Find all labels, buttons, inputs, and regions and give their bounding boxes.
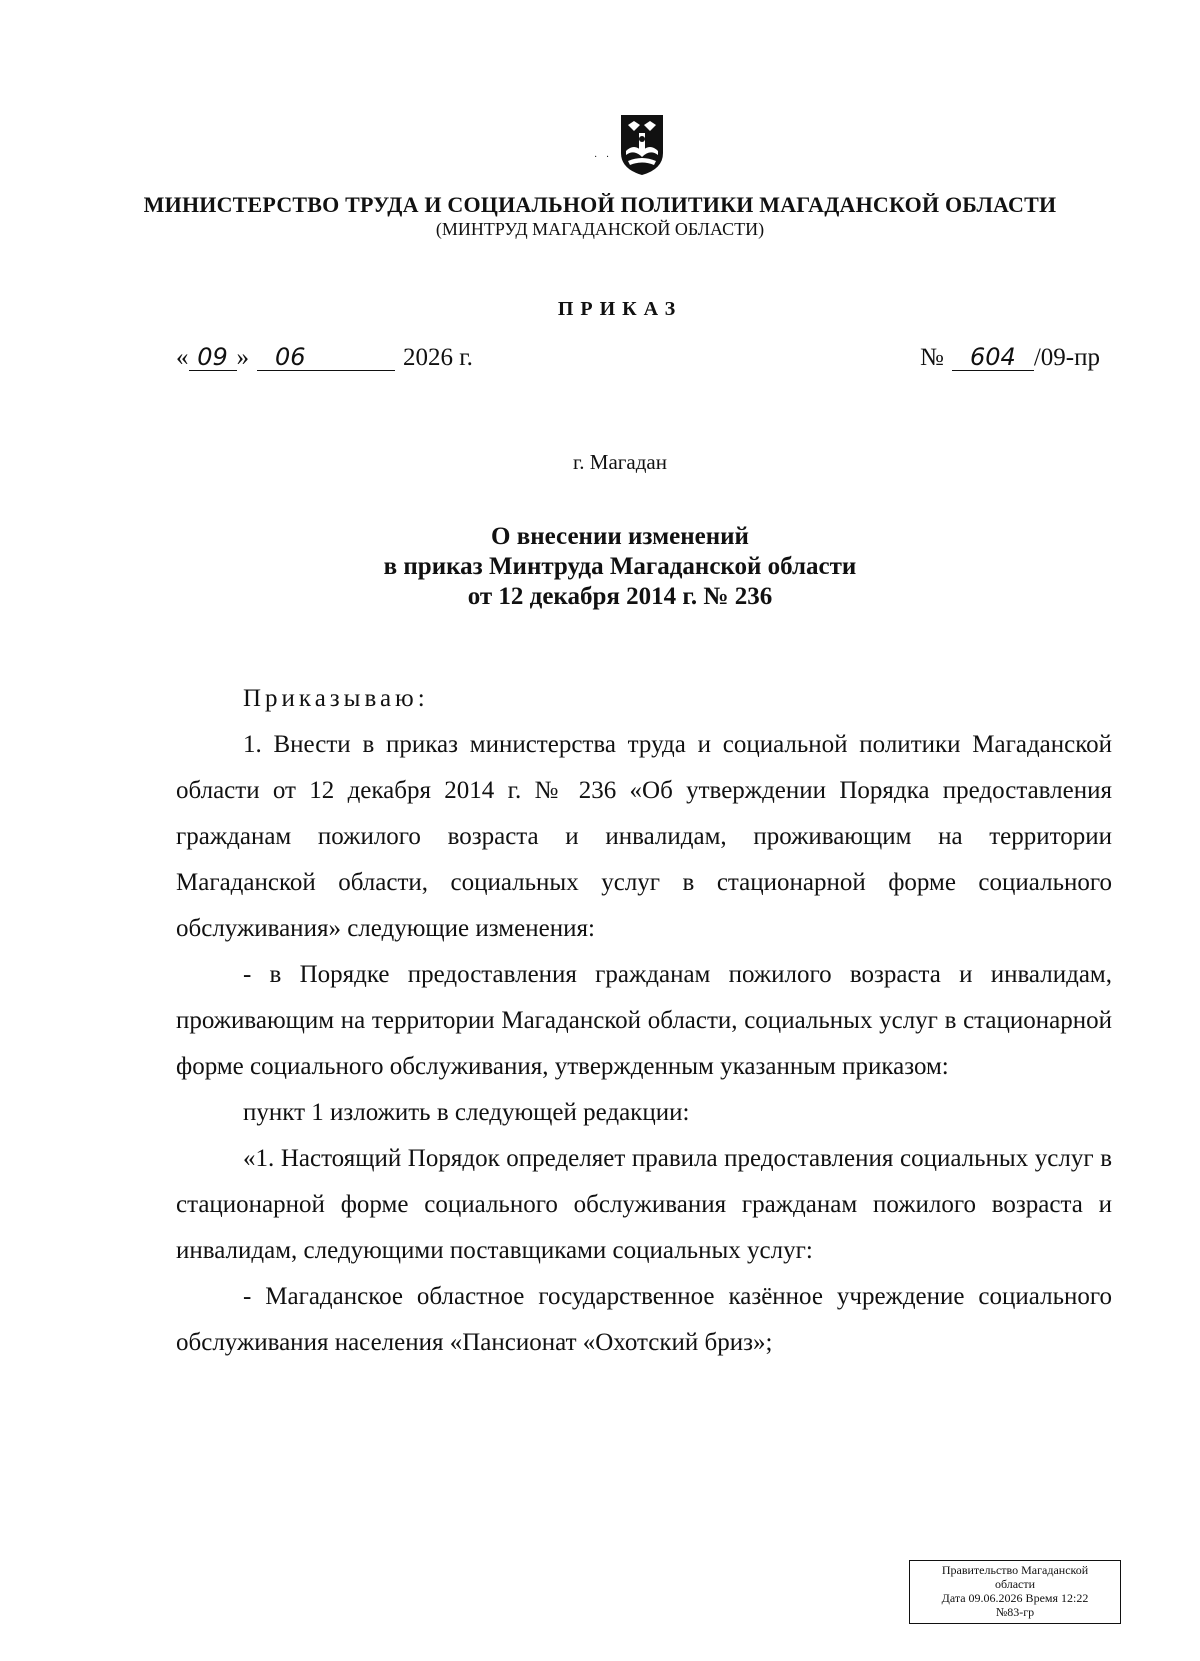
- body-paragraph: пункт 1 изложить в следующей редакции:: [243, 1099, 690, 1126]
- date-day-handwritten: 09: [189, 344, 237, 371]
- order-statement: Приказываю:: [243, 685, 429, 712]
- close-quote: »: [236, 344, 249, 371]
- open-quote: «: [176, 344, 189, 371]
- document-type: ПРИКАЗ: [557, 298, 683, 320]
- scan-dots: · ·: [594, 152, 613, 163]
- body-paragraph: - в Порядке предоставления гражданам пожилого возраста и инвалидам, проживающим на территории Магаданской области, социальных услуг в стационарной форме социального обслуживания, утвержденным указанным приказом:: [176, 961, 1112, 1080]
- number-handwritten: 604: [952, 344, 1034, 371]
- body-paragraph: «1. Настоящий Порядок определяет правила предоставления социальных услуг в стационарной форме социального обслуживания гражданам пожилого возраста и инвалидам, следующими поставщиками социальных услуг:: [176, 1145, 1112, 1264]
- number-prefix: №: [920, 344, 944, 371]
- document-body: [176, 676, 1112, 1366]
- title-line: в приказ Минтруда Магаданской области: [383, 553, 857, 580]
- body-paragraph: 1. Внести в приказ министерства труда и социальной политики Магаданской области от 12 декабря 2014 г. № 236 «Об утверждении Порядка предоставления гражданам пожилого возраста и инвалидам, проживающим на территории Магаданской области, социальных услуг в стационарной форме социального обслуживания» следующие изменения:: [176, 731, 1112, 942]
- organization-name: МИНИСТЕРСТВО ТРУДА И СОЦИАЛЬНОЙ ПОЛИТИКИ МАГАДАНСКОЙ ОБЛАСТИ: [143, 192, 1057, 217]
- date-year: 2026 г.: [403, 344, 473, 371]
- stamp-line: №83-гр: [995, 1605, 1035, 1619]
- coat-of-arms-icon: [618, 113, 666, 177]
- document-number: [920, 344, 1100, 372]
- document-date: [176, 344, 473, 372]
- title-line: О внесении изменений: [491, 523, 749, 550]
- title-line: от 12 декабря 2014 г. № 236: [467, 583, 773, 610]
- date-month-handwritten: 06: [257, 344, 395, 371]
- number-suffix: /09-пр: [1033, 344, 1101, 371]
- stamp-line: Дата 09.06.2026 Время 12:22: [941, 1591, 1089, 1605]
- stamp-line: области: [994, 1577, 1036, 1591]
- document-title: [0, 522, 1200, 612]
- body-paragraph: - Магаданское областное государственное казённое учреждение социального обслуживания населения «Пансионат «Охотский бриз»;: [176, 1283, 1112, 1356]
- city-name: г. Магадан: [573, 450, 667, 474]
- organization-short-name: (МИНТРУД МАГАДАНСКОЙ ОБЛАСТИ): [435, 219, 765, 239]
- stamp-line: Правительство Магаданской: [941, 1563, 1089, 1577]
- registration-stamp: [909, 1560, 1121, 1624]
